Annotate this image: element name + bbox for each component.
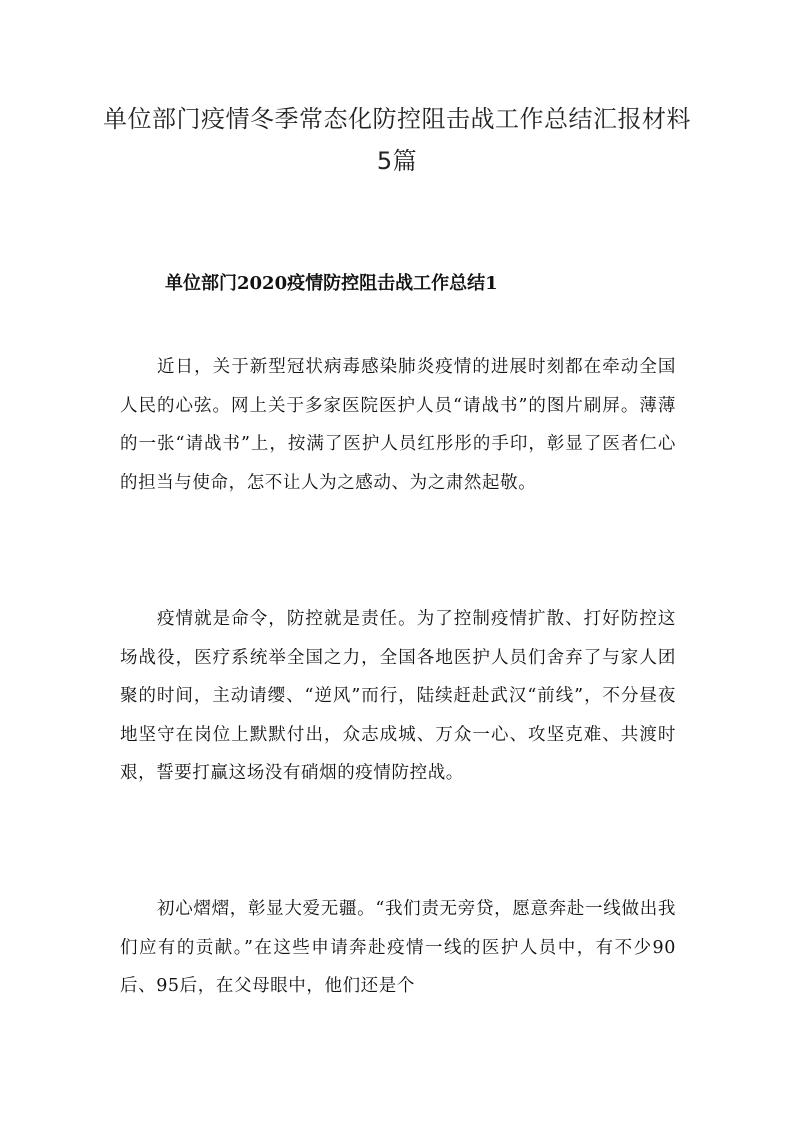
paragraph-3: 初心熠熠，彰显大爱无疆。“我们责无旁贷，愿意奔赴一线做出我们应有的贡献。”在这些申请奔赴疫情一线的医护人员中，有不少90后、95后，在父母眼中，他们还是个 xyxy=(120,899,676,997)
section-heading: 单位部门2020疫情防控阻击战工作总结1 xyxy=(165,273,498,294)
paragraph-2: 疫情就是命令，防控就是责任。为了控制疫情扩散、打好防控这场战役，医疗系统举全国之力，全国各地医护人员们舍弃了与家人团聚的时间，主动请缨、“逆风”而行，陆续赶赴武汉“前线”，不分昼夜地坚守在岗位上默默付出，众志成城、万众一心、攻坚克难、共渡时艰，誓要打赢这场没有硝烟的疫情防控战。 xyxy=(120,609,676,784)
document-title: 单位部门疫情冬季常态化防控阻击战工作总结汇报材料5篇 xyxy=(103,105,691,175)
paragraph-1: 近日，关于新型冠状病毒感染肺炎疫情的进展时刻都在牵动全国人民的心弦。网上关于多家医院医护人员“请战书”的图片刷屏。薄薄的一张“请战书”上，按满了医护人员红彤彤的手印，彰显了医者仁心的担当与使命，怎不让人为之感动、为之肃然起敬。 xyxy=(120,357,676,493)
